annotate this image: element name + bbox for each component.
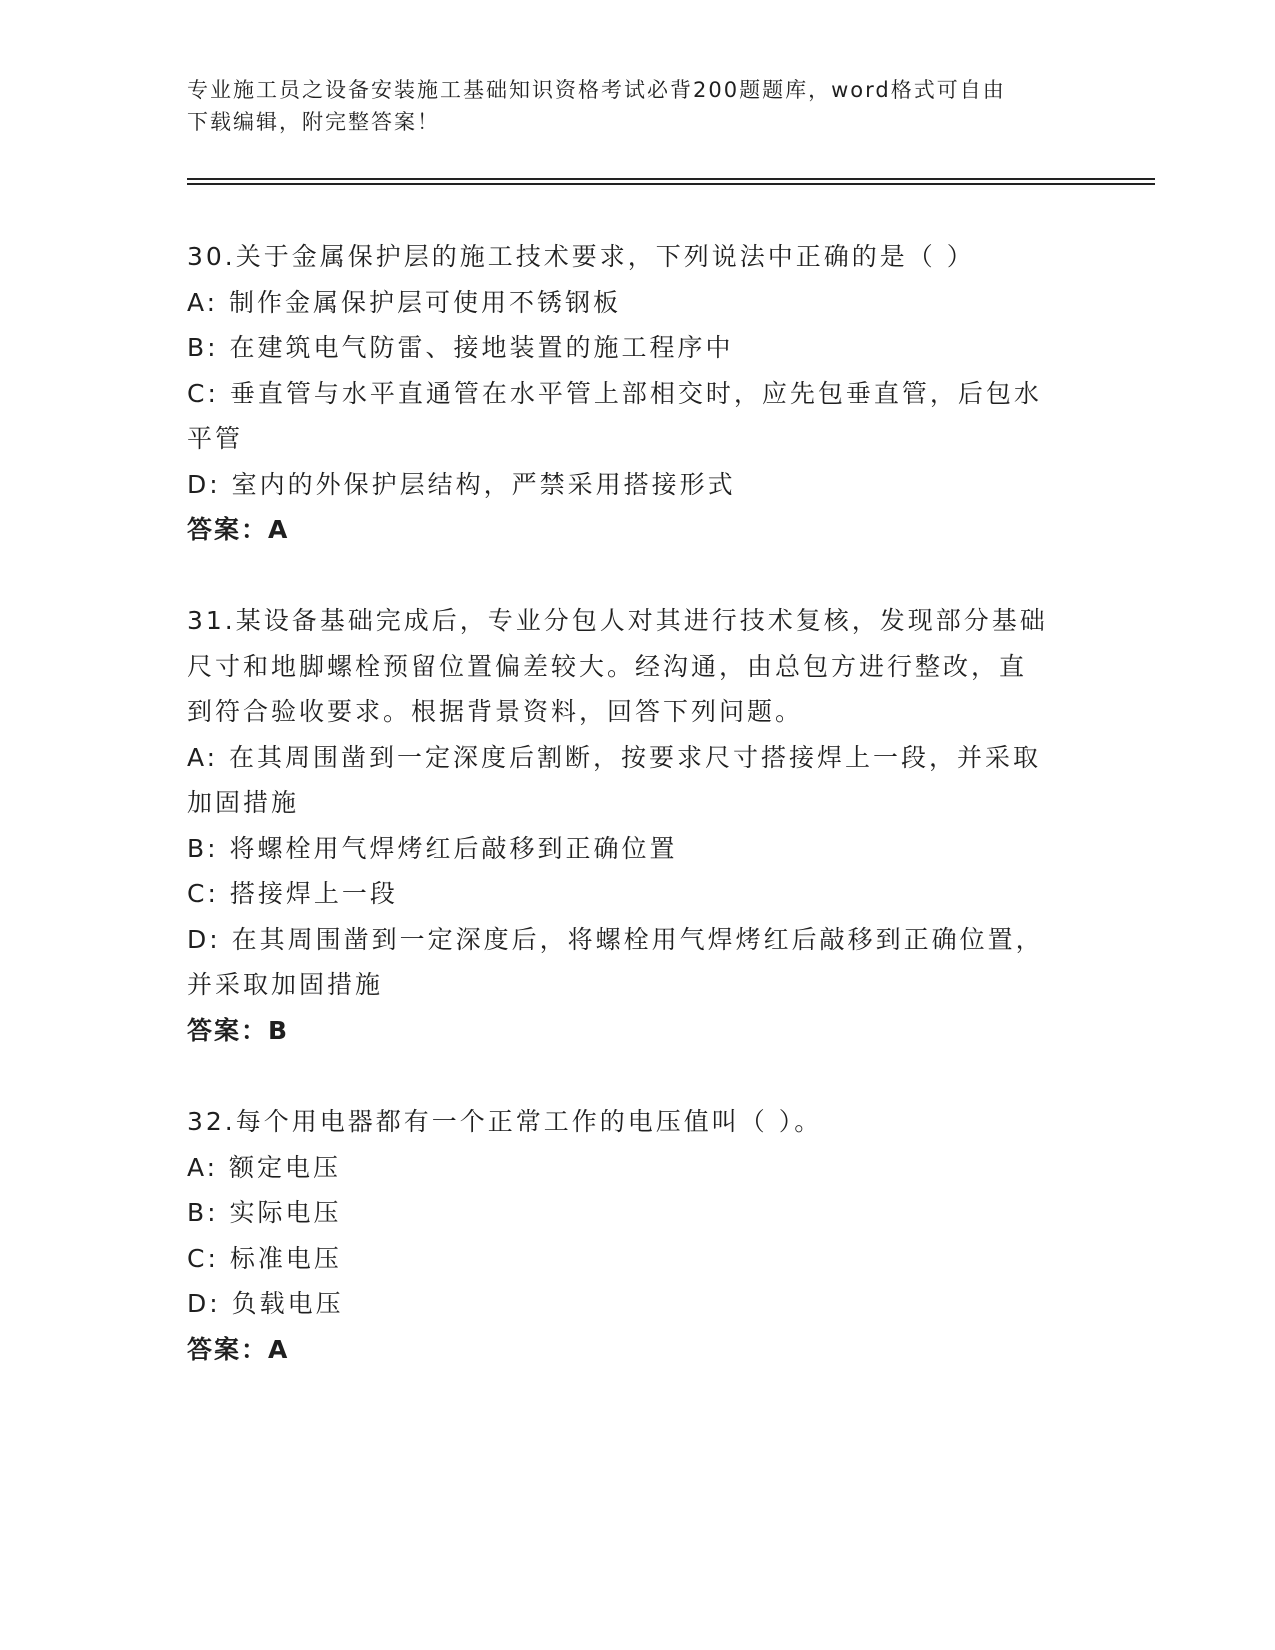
answer-value: A — [268, 1334, 289, 1364]
option-b: B: 实际电压 — [187, 1198, 342, 1227]
option-c: C: 搭接焊上一段 — [187, 879, 398, 908]
header-divider-top — [187, 178, 1155, 180]
option-d: D: 室内的外保护层结构，严禁采用搭接形式 — [187, 469, 736, 499]
question-32 — [187, 1099, 1067, 1372]
option-d: D: 负载电压 — [187, 1289, 344, 1318]
option-a: A: 额定电压 — [187, 1152, 342, 1182]
answer-value: A — [268, 515, 289, 544]
answer-line — [187, 507, 1067, 553]
option-c: C: 垂直管与水平直通管在水平管上部相交时，应先包垂直管，后包水 — [187, 378, 1042, 408]
option-d: D: 在其周围凿到一定深度后，将螺栓用气焊烤红后敲移到正确位置， — [187, 924, 1044, 954]
option-d-continued: 并采取加固措施 — [187, 970, 384, 999]
answer-label: 答案： — [187, 515, 269, 544]
header-line-2: 下载编辑，附完整答案！ — [187, 110, 440, 134]
question-stem-line: 尺寸和地脚螺栓预留位置偏差较大。经沟通，由总包方进行整改，直 — [187, 651, 1028, 681]
option-b: B: 将螺栓用气焊烤红后敲移到正确位置 — [187, 833, 678, 863]
option-a: A: 在其周围凿到一定深度后割断，按要求尺寸搭接焊上一段，并采取 — [187, 742, 1042, 772]
option-a: A: 制作金属保护层可使用不锈钢板 — [187, 287, 622, 317]
option-a-continued: 加固措施 — [187, 788, 300, 817]
option-b: B: 在建筑电气防雷、接地装置的施工程序中 — [187, 333, 734, 362]
answer-value: B — [268, 1015, 289, 1045]
answer-label: 答案： — [187, 1015, 269, 1045]
header-divider-bottom — [187, 183, 1155, 185]
question-stem-line: 30.关于金属保护层的施工技术要求，下列说法中正确的是（ ） — [187, 242, 975, 271]
answer-line — [187, 1327, 1067, 1373]
answer-line — [187, 1008, 1067, 1054]
header-line-1: 专业施工员之设备安装施工基础知识资格考试必背200题题库，word格式可自由 — [187, 78, 1006, 102]
question-30 — [187, 234, 1067, 553]
question-stem-line: 31.某设备基础完成后，专业分包人对其进行技术复核，发现部分基础 — [187, 606, 1048, 635]
option-c-continued: 平管 — [187, 424, 244, 453]
answer-label: 答案： — [187, 1334, 269, 1364]
question-stem-line: 到符合验收要求。根据背景资料，回答下列问题。 — [187, 697, 804, 726]
option-c: C: 标准电压 — [187, 1243, 342, 1273]
document-header — [187, 74, 1067, 138]
question-stem-line: 32.每个用电器都有一个正常工作的电压值叫（ ）。 — [187, 1107, 823, 1136]
question-31 — [187, 598, 1067, 1053]
